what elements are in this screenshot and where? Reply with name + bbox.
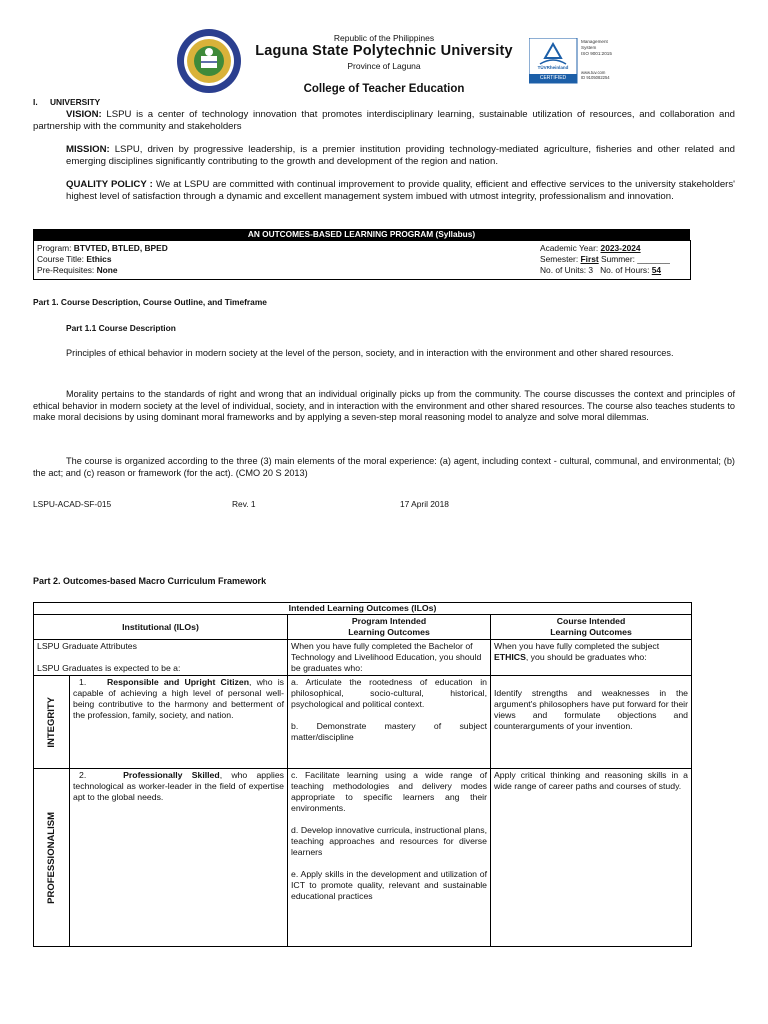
institutional-header: Institutional (ILOs) bbox=[34, 615, 288, 640]
republic-line: Republic of the Philippines bbox=[333, 33, 435, 43]
pilo-d: d. Develop innovative curricula, instructional plans, teaching approaches and resources for diverse learners bbox=[291, 825, 487, 857]
units-hours-row bbox=[540, 265, 661, 276]
integrity-cilo-cell bbox=[491, 676, 692, 769]
mission-paragraph bbox=[66, 144, 735, 167]
course-value: Ethics bbox=[86, 254, 112, 264]
summer-label: Summer: _______ bbox=[598, 254, 670, 264]
course-description-para1: Principles of ethical behavior in modern society at the level of the person, society, and in interaction with the environment and other shared resources. bbox=[66, 348, 674, 358]
professionalism-attr-bold: Professionally Skilled bbox=[123, 770, 220, 780]
professionalism-pilo-cell bbox=[288, 769, 491, 947]
integrity-side-cell bbox=[34, 676, 70, 769]
university-name: Laguna State Polytechnic University bbox=[255, 43, 513, 59]
cert-id: ID 9105082254 bbox=[581, 75, 610, 80]
course-intro-pre: When you have fully completed the subject bbox=[494, 641, 660, 651]
quality-policy-paragraph bbox=[66, 179, 735, 202]
quality-text: We at LSPU are committed with continual improvement to provide quality, efficient and effective services to the university stakeholders' highest level of satisfaction through a dynamic and excellent management system imbued with utmost integrity, professionalism and innovation. bbox=[66, 179, 735, 202]
program-header-l1: Program Intended bbox=[351, 616, 427, 626]
prereq-row bbox=[37, 265, 118, 276]
integrity-num: 1. bbox=[79, 677, 87, 687]
prereq-value: None bbox=[96, 265, 118, 275]
graduate-attributes-l2: LSPU Graduates is expected to be a: bbox=[37, 663, 181, 673]
course-description-para2: Morality pertains to the standards of right and wrong that an individual originally picks up from the community. The course discusses the context and principles of ethical behavior in modern society at the level of individual, society, and in interaction with the environment and other shared resources. The course also teaches students to make moral decisions by using dominant moral frameworks and by applying a seven-step moral reasoning model to analyze and solve moral dilemmas. bbox=[33, 389, 735, 422]
pilo-b: b. Demonstrate mastery of subject matter/discipline bbox=[291, 721, 487, 742]
ilo-table-title: Intended Learning Outcomes (ILOs) bbox=[34, 603, 692, 615]
ilo-title-row bbox=[34, 603, 692, 615]
course-title-row bbox=[37, 254, 111, 265]
ay-value: 2023-2024 bbox=[600, 243, 641, 253]
course-intro-bold: ETHICS bbox=[494, 652, 526, 662]
vision-text: LSPU is a center of technology innovation that promotes interdisciplinary learning, sustainable utilization of resources, and collaboration and partnership with the community and stakeholders bbox=[33, 109, 735, 132]
units-label: No. of Units: 3 bbox=[540, 265, 594, 275]
syllabus-info-box bbox=[33, 240, 691, 280]
professionalism-attribute-cell bbox=[70, 769, 288, 947]
integrity-attr-text: , who is capable of achieving a high level of personal well-being contributive to the harmony and betterment of the profession, family, society, and nation. bbox=[73, 677, 285, 720]
program-value: BTVTED, BTLED, BPED bbox=[73, 243, 168, 253]
part1-subheading: Part 1.1 Course Description bbox=[66, 323, 176, 333]
quality-label: QUALITY POLICY : bbox=[66, 179, 153, 190]
graduate-attributes-cell bbox=[34, 640, 288, 676]
professionalism-cilo-cell bbox=[491, 769, 692, 947]
province-line: Province of Laguna bbox=[347, 61, 421, 71]
semester-row bbox=[540, 254, 670, 265]
form-code: LSPU-ACAD-SF-015 bbox=[33, 499, 112, 509]
integrity-attribute-cell bbox=[70, 676, 288, 769]
ilo-row-integrity bbox=[34, 676, 692, 769]
pilo-e: e. Apply skills in the development and utilization of ICT to promote quality, relevant and sustainable educational practices bbox=[291, 869, 487, 901]
semester-value: First bbox=[580, 254, 599, 264]
course-label: Course Title: bbox=[37, 254, 87, 264]
integrity-attr-bold: Responsible and Upright Citizen bbox=[107, 677, 250, 687]
cilo-2: Apply critical thinking and reasoning skills in a wide range of career paths and courses of study. bbox=[494, 770, 689, 791]
program-label: Program: bbox=[37, 243, 74, 253]
cert-badge: CERTIFIED bbox=[539, 75, 567, 81]
cilo-1: Identify strengths and weaknesses in the argument's philosophers have put forward for their views and formulate objections and counterarguments of your invention. bbox=[494, 688, 689, 731]
professionalism-attr-text: , who applies technological as worker-leader in the field of expertise apt to the global needs. bbox=[73, 770, 285, 802]
cert-line3: ISO 9001:2015 bbox=[581, 51, 612, 56]
mission-label: MISSION: bbox=[66, 144, 110, 155]
cert-url: www.tuv.com bbox=[581, 70, 606, 75]
course-header-l1: Course Intended bbox=[556, 616, 626, 626]
graduate-attributes-l1: LSPU Graduate Attributes bbox=[37, 641, 137, 651]
pilo-a: a. Articulate the rootedness of education in philosophical, socio-cultural, historical, psychological and political context. bbox=[291, 677, 487, 709]
section-heading: UNIVERSITY bbox=[50, 97, 101, 107]
mission-text: LSPU, driven by progressive leadership, is a premier institution providing technology-mediated agriculture, fisheries and other related and emerging disciplines significantly contributing to the growth and development of the region and nation. bbox=[66, 144, 735, 167]
professionalism-num: 2. bbox=[79, 770, 87, 780]
part2-heading: Part 2. Outcomes-based Macro Curriculum Framework bbox=[33, 576, 267, 586]
cert-line2: System bbox=[581, 45, 597, 50]
syllabus-title-bar: AN OUTCOMES-BASED LEARNING PROGRAM (Syllabus) bbox=[33, 229, 690, 240]
program-outcomes-header bbox=[288, 615, 491, 640]
program-row bbox=[37, 243, 168, 254]
program-header-l2: Learning Outcomes bbox=[348, 627, 430, 637]
ay-label: Academic Year: bbox=[540, 243, 601, 253]
hours-value: 54 bbox=[651, 265, 662, 275]
prereq-label: Pre-Requisites: bbox=[37, 265, 97, 275]
iso-certification-seal bbox=[529, 38, 615, 84]
revision: Rev. 1 bbox=[232, 499, 256, 509]
course-intro-post: , you should be graduates who: bbox=[525, 652, 647, 662]
ilo-row-professionalism bbox=[34, 769, 692, 947]
cert-line1: Management bbox=[581, 39, 608, 44]
semester-label: Semester: bbox=[540, 254, 581, 264]
pilo-c: c. Facilitate learning using a wide range of teaching methodologies and delivery modes appropriate to specific learners ang their environments. bbox=[291, 770, 487, 813]
course-header-l2: Learning Outcomes bbox=[550, 627, 632, 637]
program-intro-cell: When you have fully completed the Bachelor of Technology and Livelihood Education, you should be graduates who: bbox=[288, 640, 491, 676]
ilo-table bbox=[33, 602, 692, 947]
section-number: I. bbox=[33, 97, 38, 107]
professionalism-side-cell bbox=[34, 769, 70, 947]
part1-heading: Part 1. Course Description, Course Outline, and Timeframe bbox=[33, 297, 267, 307]
course-outcomes-header bbox=[491, 615, 692, 640]
vision-label: VISION: bbox=[66, 109, 102, 120]
cert-brand: TÜVRheinland bbox=[537, 65, 569, 70]
college-name: College of Teacher Education bbox=[303, 83, 465, 95]
form-date: 17 April 2018 bbox=[400, 499, 449, 509]
hours-label: No. of Hours: bbox=[600, 265, 652, 275]
academic-year-row bbox=[540, 243, 641, 254]
integrity-pilo-cell bbox=[288, 676, 491, 769]
course-intro-cell bbox=[491, 640, 692, 676]
vision-paragraph bbox=[33, 109, 735, 132]
professionalism-label: PROFESSIONALISM bbox=[46, 811, 57, 904]
course-description-para3: The course is organized according to the three (3) main elements of the moral experience: (a) agent, including context - cultural, communal, and environmental; (b) the act; and (c) reason or framework (for the act). (CMO 20 S 2013) bbox=[33, 456, 735, 478]
integrity-label: INTEGRITY bbox=[46, 696, 57, 748]
ilo-header-row bbox=[34, 615, 692, 640]
ilo-intro-row bbox=[34, 640, 692, 676]
